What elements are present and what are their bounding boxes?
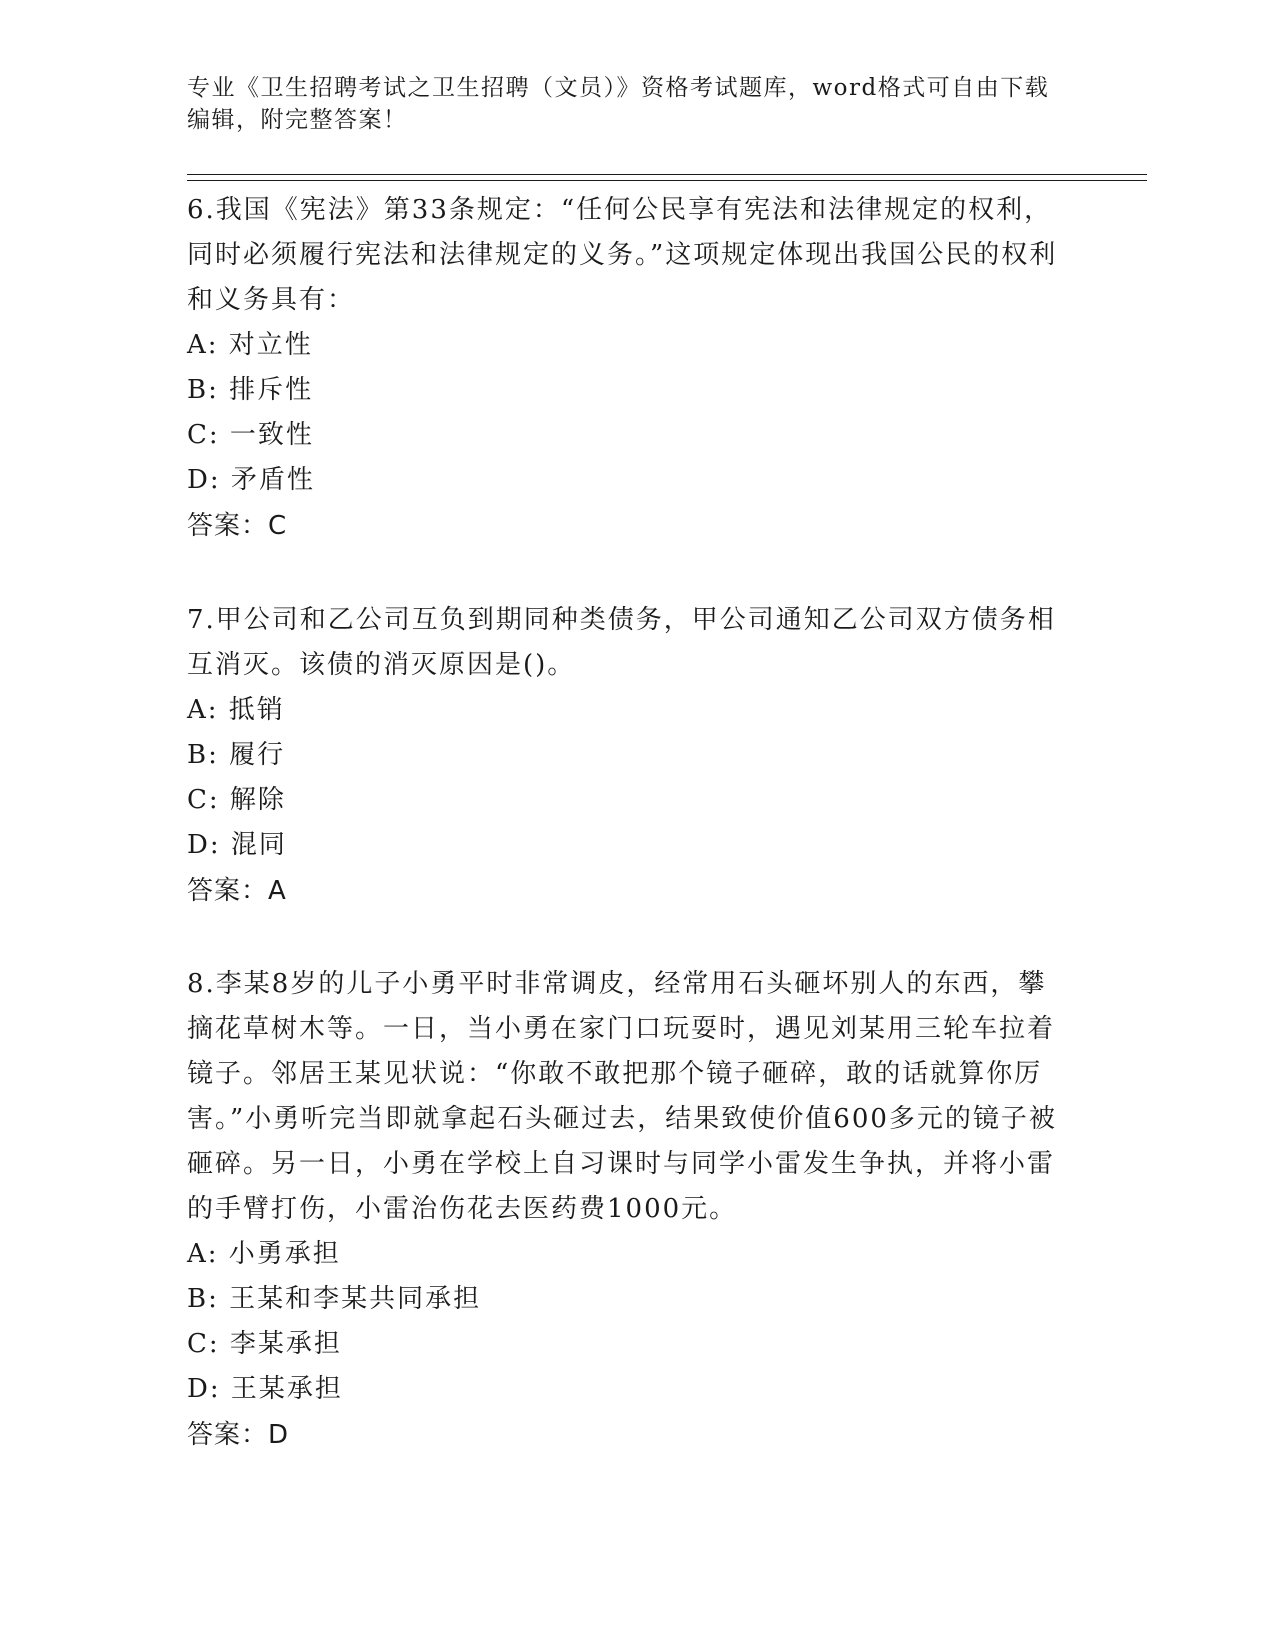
option-d: D: 王某承担 (187, 1374, 343, 1404)
header-divider-bottom (187, 180, 1147, 181)
header-divider-top (187, 174, 1147, 175)
option-a: A: 对立性 (187, 330, 313, 360)
option-d: D: 矛盾性 (187, 465, 315, 495)
answer: 答案：D (187, 1420, 290, 1450)
option-b: B: 王某和李某共同承担 (187, 1284, 482, 1314)
question-8 (187, 962, 1067, 1458)
document-header: 专业《卫生招聘考试之卫生招聘（文员）》资格考试题库，word格式可自由下载编辑，附完整答案！ (187, 75, 1050, 133)
question-stem: 6.我国《宪法》第33条规定：“任何公民享有宪法和法律规定的权利，同时必须履行宪法和法律规定的义务。”这项规定体现出我国公民的权利和义务具有： (187, 195, 1058, 315)
option-b: B: 履行 (187, 740, 286, 770)
answer: 答案：C (187, 511, 288, 541)
question-7 (187, 598, 1067, 914)
option-a: A: 抵销 (187, 695, 285, 725)
question-6 (187, 188, 1067, 549)
question-stem: 8.李某8岁的儿子小勇平时非常调皮，经常用石头砸坏别人的东西，攀摘花草树木等。一日，当小勇在家门口玩耍时，遇见刘某用三轮车拉着镜子。邻居王某见状说：“你敢不敢把那个镜子砸碎，敢的话就算你厉害。”小勇听完当即就拿起石头砸过去，结果致使价值600多元的镜子被砸碎。另一日，小勇在学校上自习课时与同学小雷发生争执，并将小雷的手臂打伤，小雷治伤花去医药费1000元。 (187, 969, 1057, 1224)
option-a: A: 小勇承担 (187, 1239, 341, 1269)
option-c: C: 一致性 (187, 420, 314, 450)
option-c: C: 李某承担 (187, 1329, 342, 1359)
question-stem: 7.甲公司和乙公司互负到期同种类债务，甲公司通知乙公司双方债务相互消灭。该债的消灭原因是()。 (187, 605, 1056, 680)
option-c: C: 解除 (187, 785, 286, 815)
option-d: D: 混同 (187, 830, 287, 860)
option-b: B: 排斥性 (187, 375, 314, 405)
answer: 答案：A (187, 876, 287, 906)
